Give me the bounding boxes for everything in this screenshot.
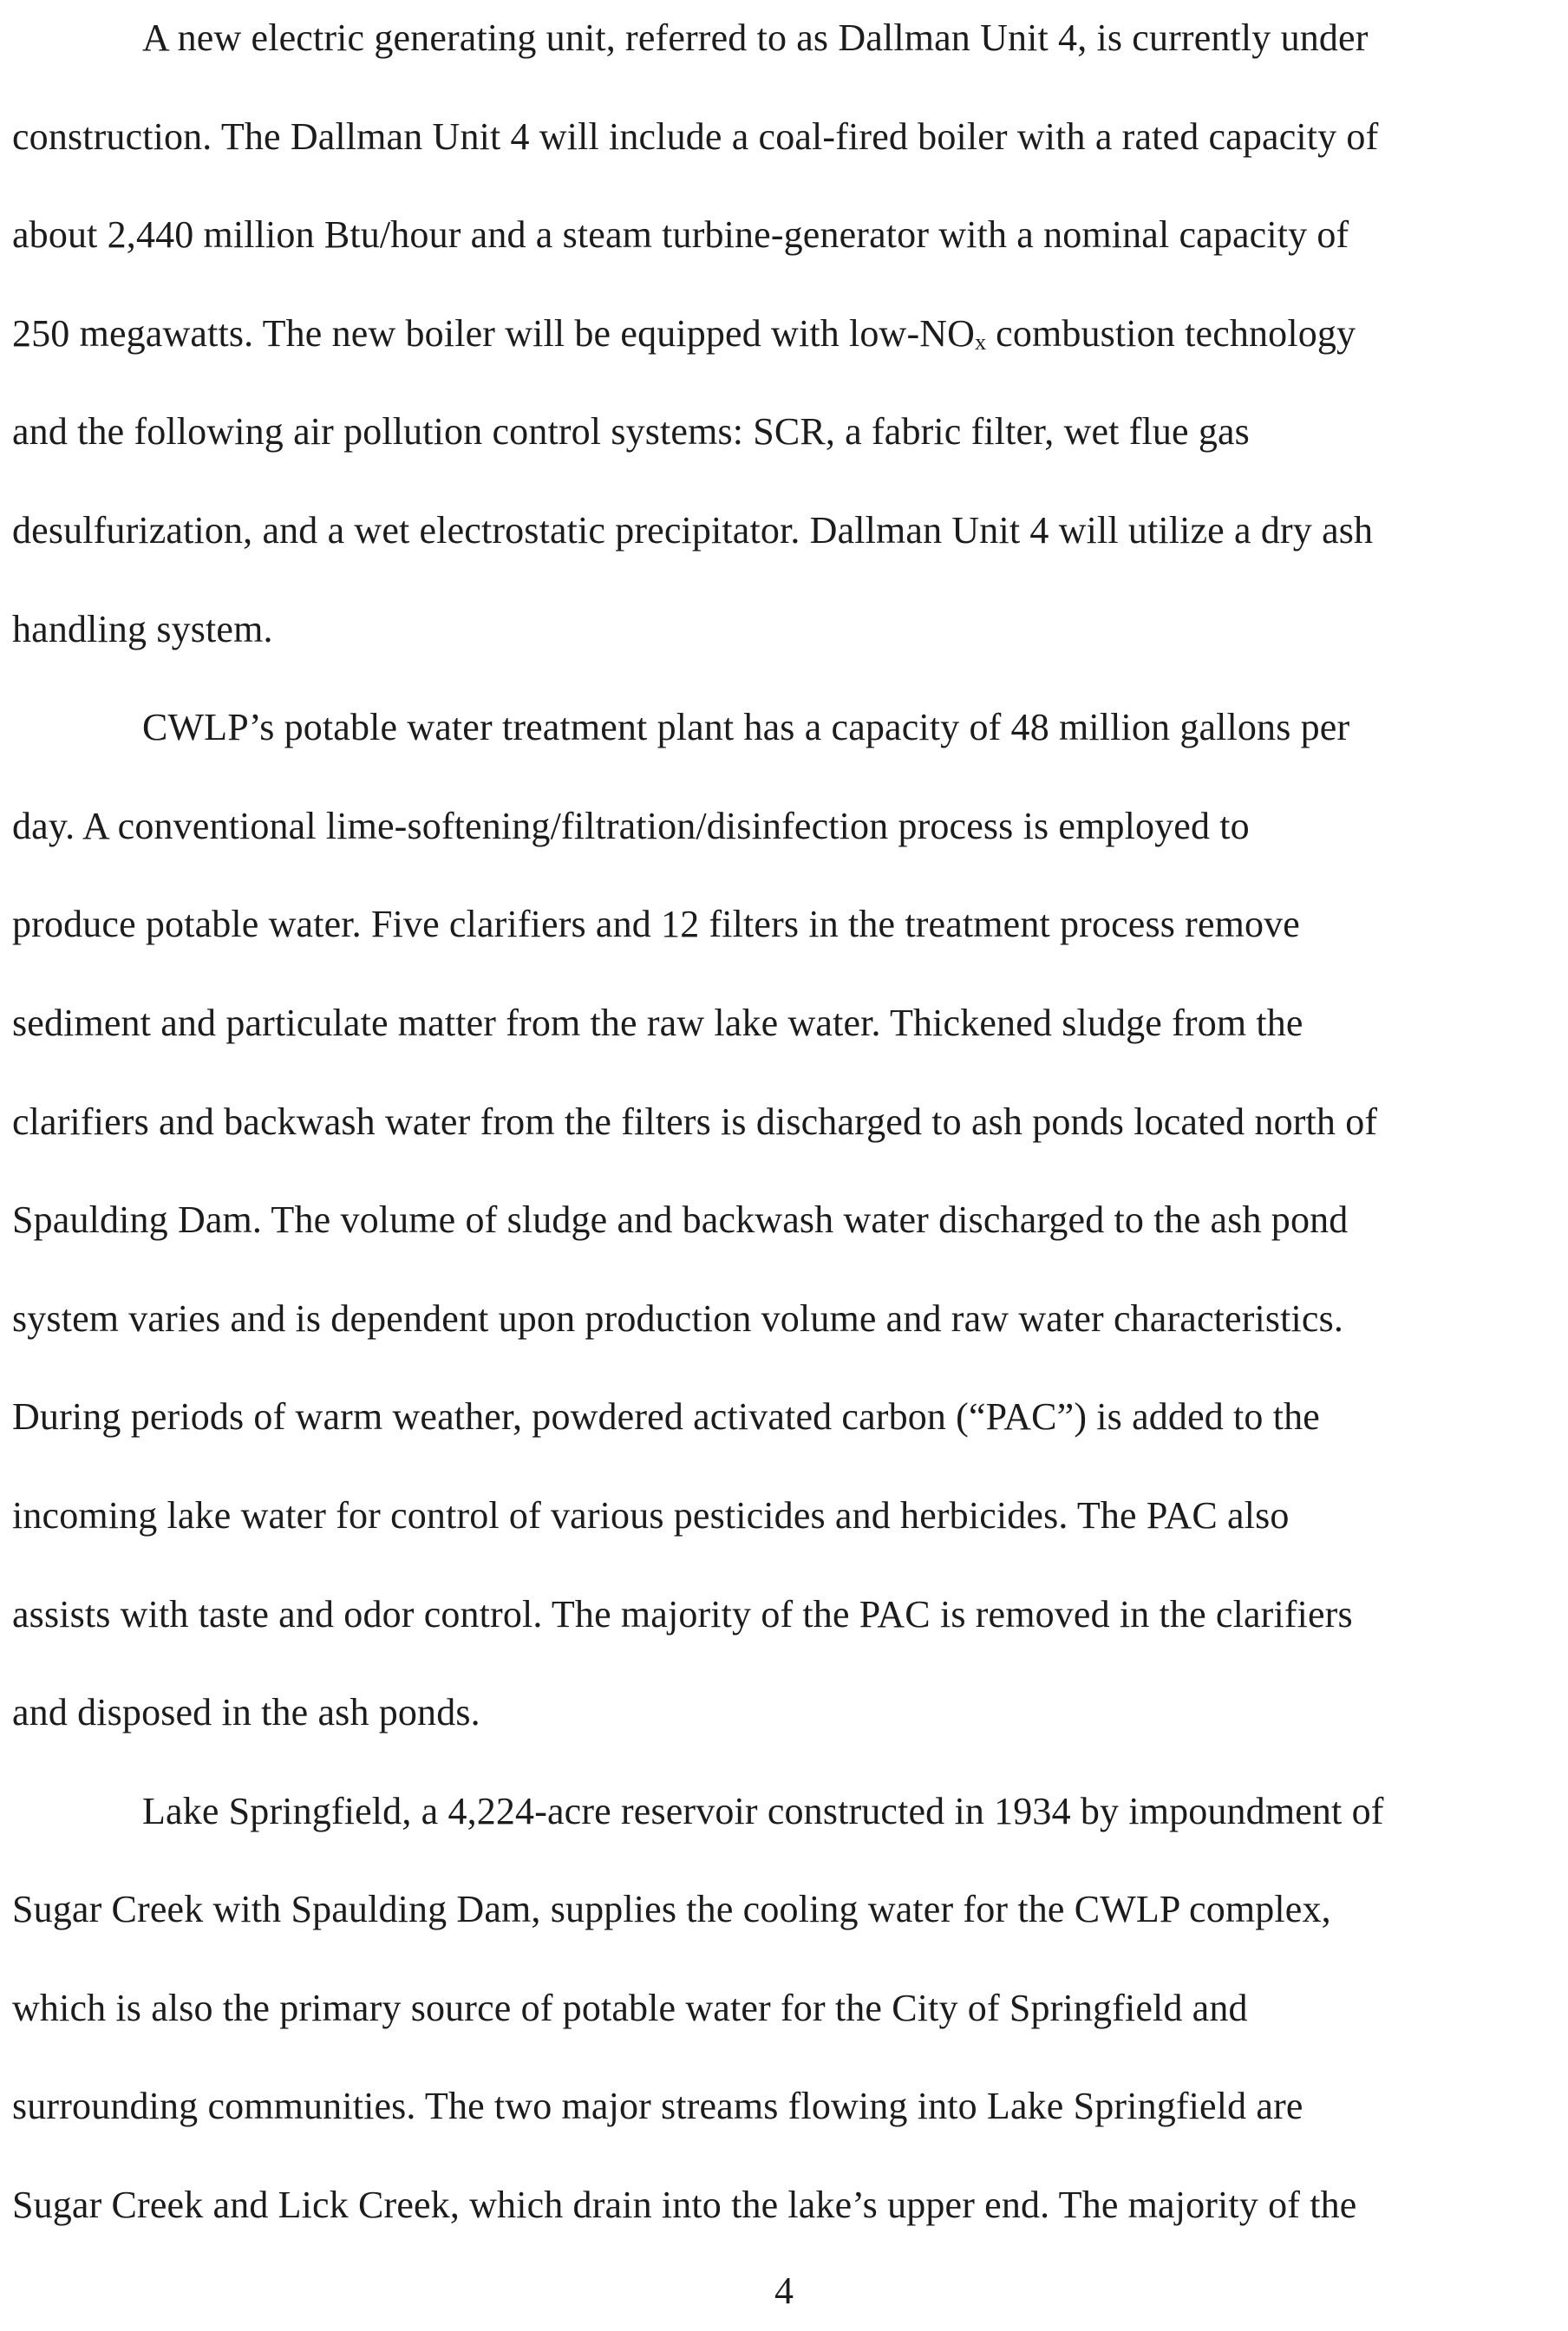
text-line: Lake Springfield, a 4,224-acre reservoir constructed in 1934 by impoundment of: [142, 1789, 1384, 1832]
text-line: CWLP’s potable water treatment plant has a capacity of 48 million gallons per: [142, 706, 1350, 749]
text-line: desulfurization, and a wet electrostatic precipitator. Dallman Unit 4 will utilize a dry ash: [12, 508, 1374, 552]
text-line: Sugar Creek and Lick Creek, which drain into the lake’s upper end. The majority of the: [12, 2184, 1357, 2227]
text-line: sediment and particulate matter from the raw lake water. Thickened sludge from the: [12, 1001, 1303, 1044]
text-line: Spaulding Dam. The volume of sludge and backwash water discharged to the ash pond: [12, 1198, 1349, 1242]
paragraph-lake-springfield: [12, 1773, 1552, 2266]
body-text: [12, 0, 1552, 2266]
page-number: 4: [774, 2269, 794, 2312]
text-line: 250 megawatts. The new boiler will be equipped with low-NOₓ combustion technology: [12, 311, 1356, 355]
text-line: handling system.: [12, 607, 273, 650]
text-line: A new electric generating unit, referred to as Dallman Unit 4, is currently under: [142, 16, 1369, 59]
text-line: assists with taste and odor control. The majority of the PAC is removed in the clarifiers: [12, 1592, 1353, 1636]
paragraph-dallman-unit-4: [12, 0, 1552, 689]
text-line: incoming lake water for control of various pesticides and herbicides. The PAC also: [12, 1493, 1290, 1537]
text-line: clarifiers and backwash water from the filters is discharged to ash ponds located north of: [12, 1100, 1378, 1143]
text-line: which is also the primary source of potable water for the City of Springfield and: [12, 1986, 1248, 2029]
text-line: and disposed in the ash ponds.: [12, 1691, 480, 1734]
text-line: system varies and is dependent upon production volume and raw water characteristics.: [12, 1296, 1344, 1340]
text-line: Sugar Creek with Spaulding Dam, supplies the cooling water for the CWLP complex,: [12, 1888, 1331, 1931]
text-line: produce potable water. Five clarifiers and 12 filters in the treatment process remove: [12, 903, 1300, 946]
text-line: surrounding communities. The two major streams flowing into Lake Springfield are: [12, 2085, 1303, 2128]
text-line: and the following air pollution control systems: SCR, a fabric filter, wet flue gas: [12, 410, 1250, 454]
text-line: During periods of warm weather, powdered activated carbon (“PAC”) is added to the: [12, 1395, 1320, 1439]
text-line: about 2,440 million Btu/hour and a steam turbine-generator with a nominal capacity of: [12, 213, 1349, 257]
text-line: construction. The Dallman Unit 4 will include a coal-fired boiler with a rated capacity of: [12, 114, 1379, 158]
text-line: day. A conventional lime-softening/filtration/disinfection process is employed to: [12, 804, 1250, 847]
paragraph-water-treatment-plant: [12, 689, 1552, 1773]
